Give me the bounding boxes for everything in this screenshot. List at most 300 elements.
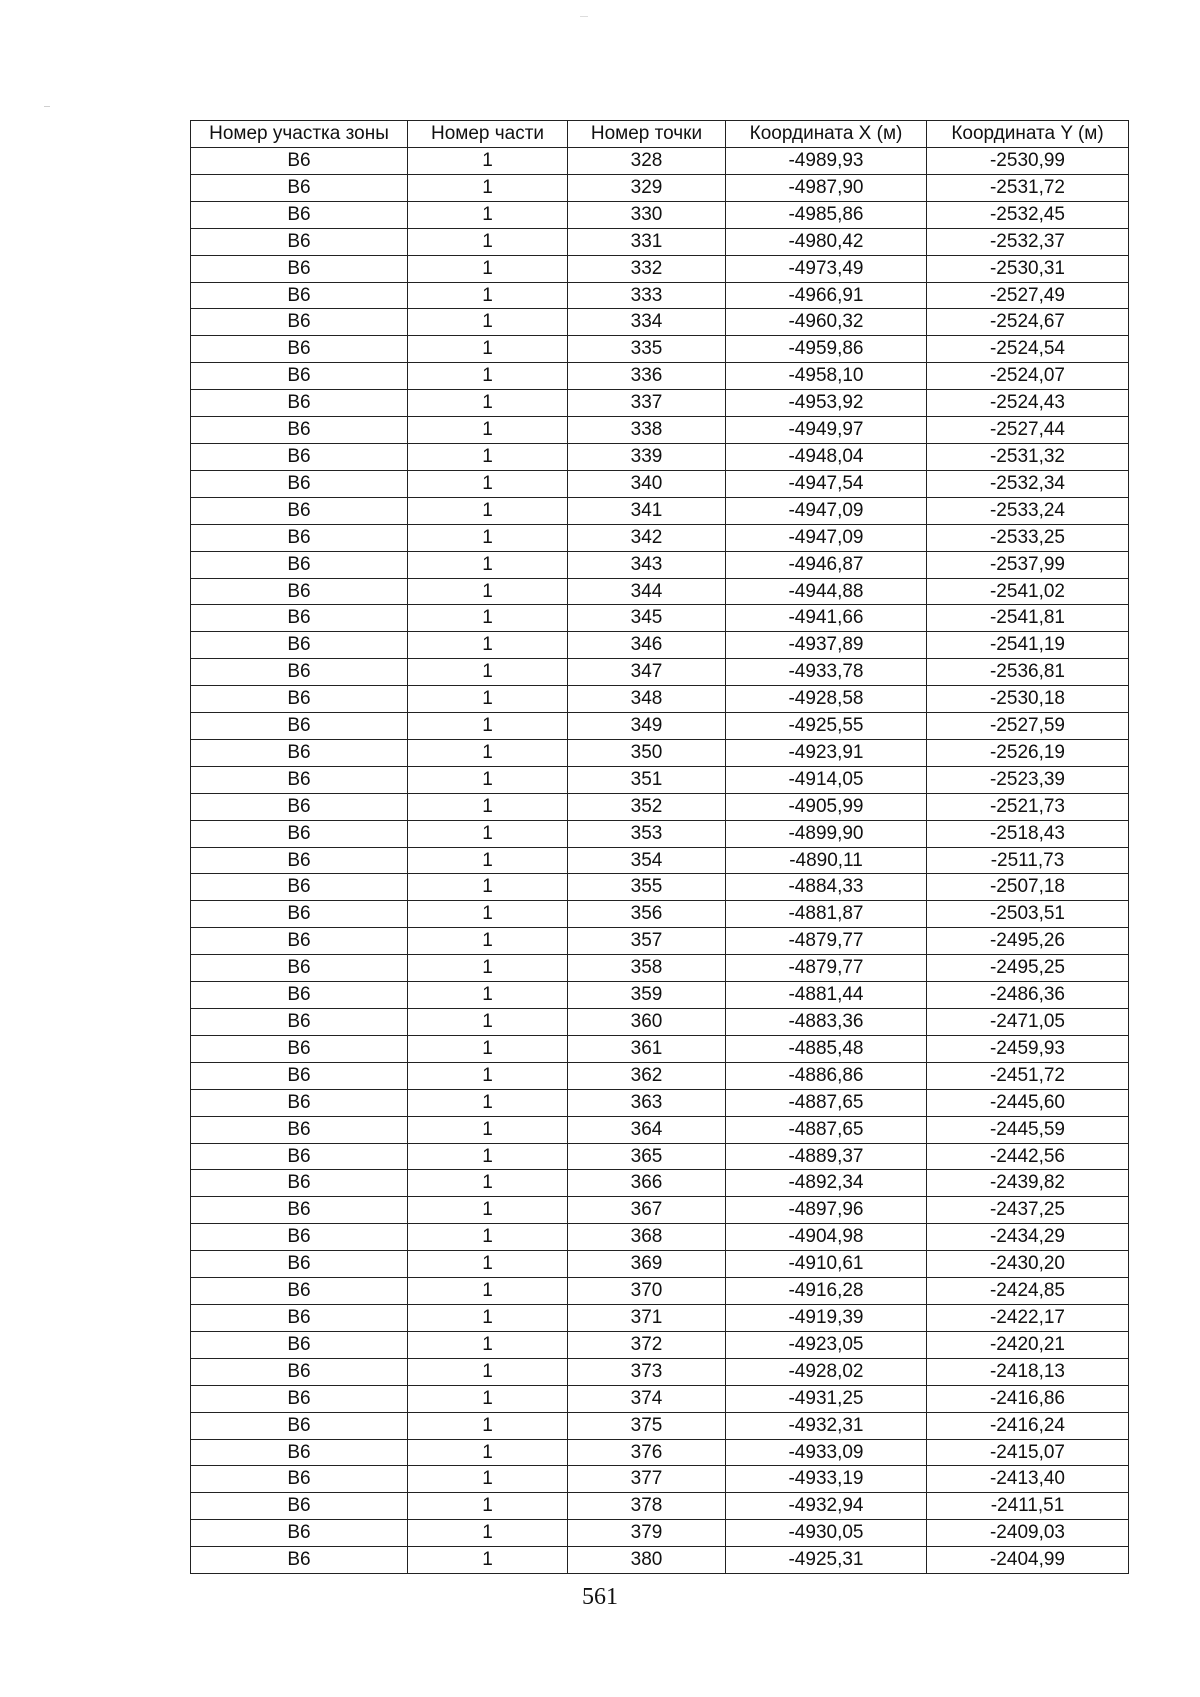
cell-zone-section: В6 [191,1089,408,1116]
cell-coordinate-y: -2524,43 [927,390,1129,417]
cell-point-number: 373 [568,1358,726,1385]
cell-coordinate-x: -4879,77 [726,955,927,982]
cell-part-number: 1 [408,820,568,847]
cell-zone-section: В6 [191,1062,408,1089]
cell-coordinate-x: -4959,86 [726,336,927,363]
cell-point-number: 338 [568,417,726,444]
cell-part-number: 1 [408,470,568,497]
table-row [191,1009,1129,1036]
cell-part-number: 1 [408,201,568,228]
cell-zone-section: В6 [191,1143,408,1170]
cell-zone-section: В6 [191,1224,408,1251]
table-row [191,551,1129,578]
cell-coordinate-y: -2411,51 [927,1493,1129,1520]
cell-point-number: 344 [568,578,726,605]
cell-part-number: 1 [408,1143,568,1170]
cell-zone-section: В6 [191,497,408,524]
cell-coordinate-x: -4928,58 [726,686,927,713]
cell-point-number: 368 [568,1224,726,1251]
cell-zone-section: В6 [191,443,408,470]
table-row [191,1035,1129,1062]
cell-part-number: 1 [408,336,568,363]
cell-point-number: 364 [568,1116,726,1143]
cell-coordinate-x: -4923,05 [726,1331,927,1358]
cell-part-number: 1 [408,1385,568,1412]
cell-zone-section: В6 [191,1035,408,1062]
cell-coordinate-x: -4980,42 [726,228,927,255]
cell-coordinate-y: -2495,26 [927,928,1129,955]
cell-part-number: 1 [408,1170,568,1197]
cell-coordinate-y: -2527,59 [927,713,1129,740]
cell-coordinate-y: -2471,05 [927,1009,1129,1036]
cell-point-number: 372 [568,1331,726,1358]
cell-zone-section: В6 [191,282,408,309]
cell-coordinate-y: -2532,45 [927,201,1129,228]
cell-part-number: 1 [408,713,568,740]
cell-coordinate-y: -2434,29 [927,1224,1129,1251]
table-row [191,417,1129,444]
cell-coordinate-y: -2418,13 [927,1358,1129,1385]
cell-part-number: 1 [408,1089,568,1116]
cell-zone-section: В6 [191,470,408,497]
cell-coordinate-y: -2424,85 [927,1278,1129,1305]
cell-coordinate-y: -2416,86 [927,1385,1129,1412]
table-row [191,632,1129,659]
cell-part-number: 1 [408,659,568,686]
cell-part-number: 1 [408,1035,568,1062]
cell-part-number: 1 [408,363,568,390]
cell-point-number: 377 [568,1466,726,1493]
cell-point-number: 343 [568,551,726,578]
cell-coordinate-x: -4892,34 [726,1170,927,1197]
cell-coordinate-y: -2511,73 [927,847,1129,874]
cell-point-number: 355 [568,874,726,901]
table-row [191,336,1129,363]
cell-point-number: 334 [568,309,726,336]
table-row [191,1331,1129,1358]
table-row [191,1089,1129,1116]
cell-part-number: 1 [408,1412,568,1439]
cell-coordinate-x: -4937,89 [726,632,927,659]
table-row [191,1547,1129,1574]
cell-part-number: 1 [408,524,568,551]
header-coordinate-x: Координата X (м) [726,121,927,148]
scan-artifact [44,106,50,107]
cell-coordinate-y: -2533,25 [927,524,1129,551]
cell-zone-section: В6 [191,1439,408,1466]
cell-point-number: 360 [568,1009,726,1036]
cell-coordinate-x: -4973,49 [726,255,927,282]
cell-zone-section: В6 [191,524,408,551]
cell-coordinate-y: -2445,60 [927,1089,1129,1116]
cell-point-number: 330 [568,201,726,228]
cell-zone-section: В6 [191,255,408,282]
cell-coordinate-y: -2527,49 [927,282,1129,309]
cell-zone-section: В6 [191,713,408,740]
cell-coordinate-x: -4889,37 [726,1143,927,1170]
cell-point-number: 358 [568,955,726,982]
coordinates-table-container [190,120,1128,1574]
cell-coordinate-y: -2531,72 [927,174,1129,201]
table-row [191,659,1129,686]
cell-part-number: 1 [408,1062,568,1089]
cell-coordinate-x: -4881,87 [726,901,927,928]
cell-point-number: 361 [568,1035,726,1062]
header-coordinate-y: Координата Y (м) [927,121,1129,148]
table-row [191,282,1129,309]
cell-zone-section: В6 [191,363,408,390]
cell-part-number: 1 [408,148,568,175]
table-row [191,1493,1129,1520]
cell-coordinate-y: -2530,18 [927,686,1129,713]
cell-coordinate-y: -2532,37 [927,228,1129,255]
cell-zone-section: В6 [191,1520,408,1547]
cell-coordinate-y: -2532,34 [927,470,1129,497]
cell-coordinate-x: -4933,09 [726,1439,927,1466]
cell-coordinate-y: -2533,24 [927,497,1129,524]
cell-point-number: 349 [568,713,726,740]
table-row [191,739,1129,766]
cell-point-number: 365 [568,1143,726,1170]
cell-zone-section: В6 [191,686,408,713]
cell-coordinate-y: -2521,73 [927,793,1129,820]
cell-coordinate-x: -4886,86 [726,1062,927,1089]
cell-coordinate-y: -2537,99 [927,551,1129,578]
cell-coordinate-x: -4884,33 [726,874,927,901]
cell-coordinate-y: -2415,07 [927,1439,1129,1466]
cell-part-number: 1 [408,847,568,874]
cell-coordinate-y: -2404,99 [927,1547,1129,1574]
cell-point-number: 363 [568,1089,726,1116]
cell-zone-section: В6 [191,309,408,336]
cell-part-number: 1 [408,901,568,928]
table-body [191,148,1129,1574]
cell-coordinate-y: -2486,36 [927,982,1129,1009]
cell-coordinate-y: -2451,72 [927,1062,1129,1089]
cell-coordinate-x: -4933,19 [726,1466,927,1493]
coordinates-table [190,120,1129,1574]
cell-part-number: 1 [408,1331,568,1358]
cell-zone-section: В6 [191,1304,408,1331]
cell-zone-section: В6 [191,1466,408,1493]
cell-coordinate-x: -4919,39 [726,1304,927,1331]
cell-zone-section: В6 [191,632,408,659]
page-number: 561 [582,1584,618,1610]
cell-part-number: 1 [408,497,568,524]
cell-point-number: 352 [568,793,726,820]
cell-coordinate-x: -4953,92 [726,390,927,417]
cell-coordinate-y: -2413,40 [927,1466,1129,1493]
cell-coordinate-x: -4879,77 [726,928,927,955]
table-row [191,497,1129,524]
cell-zone-section: В6 [191,1170,408,1197]
cell-part-number: 1 [408,1197,568,1224]
cell-coordinate-x: -4958,10 [726,363,927,390]
cell-coordinate-y: -2495,25 [927,955,1129,982]
table-row [191,524,1129,551]
cell-coordinate-x: -4985,86 [726,201,927,228]
cell-coordinate-x: -4932,94 [726,1493,927,1520]
cell-coordinate-x: -4897,96 [726,1197,927,1224]
cell-coordinate-x: -4949,97 [726,417,927,444]
table-row [191,766,1129,793]
table-header [191,121,1129,148]
cell-coordinate-x: -4931,25 [726,1385,927,1412]
table-row [191,255,1129,282]
cell-point-number: 354 [568,847,726,874]
cell-point-number: 340 [568,470,726,497]
table-row [191,1197,1129,1224]
cell-zone-section: В6 [191,659,408,686]
cell-point-number: 348 [568,686,726,713]
cell-coordinate-x: -4887,65 [726,1116,927,1143]
cell-coordinate-y: -2442,56 [927,1143,1129,1170]
cell-coordinate-x: -4948,04 [726,443,927,470]
table-row [191,605,1129,632]
cell-zone-section: В6 [191,1116,408,1143]
cell-point-number: 333 [568,282,726,309]
cell-part-number: 1 [408,686,568,713]
cell-coordinate-y: -2422,17 [927,1304,1129,1331]
cell-coordinate-x: -4904,98 [726,1224,927,1251]
table-row [191,686,1129,713]
cell-coordinate-y: -2531,32 [927,443,1129,470]
cell-part-number: 1 [408,1439,568,1466]
cell-zone-section: В6 [191,955,408,982]
cell-point-number: 374 [568,1385,726,1412]
cell-point-number: 331 [568,228,726,255]
cell-zone-section: В6 [191,228,408,255]
cell-part-number: 1 [408,390,568,417]
cell-part-number: 1 [408,632,568,659]
cell-coordinate-y: -2523,39 [927,766,1129,793]
cell-coordinate-y: -2437,25 [927,1197,1129,1224]
cell-point-number: 356 [568,901,726,928]
cell-coordinate-y: -2526,19 [927,739,1129,766]
cell-part-number: 1 [408,282,568,309]
table-row [191,1385,1129,1412]
cell-coordinate-y: -2541,02 [927,578,1129,605]
cell-part-number: 1 [408,1224,568,1251]
cell-part-number: 1 [408,1251,568,1278]
cell-part-number: 1 [408,1520,568,1547]
cell-point-number: 375 [568,1412,726,1439]
cell-coordinate-x: -4928,02 [726,1358,927,1385]
cell-part-number: 1 [408,1304,568,1331]
table-row [191,1304,1129,1331]
cell-point-number: 342 [568,524,726,551]
cell-coordinate-y: -2420,21 [927,1331,1129,1358]
cell-part-number: 1 [408,228,568,255]
cell-coordinate-y: -2536,81 [927,659,1129,686]
table-row [191,1520,1129,1547]
cell-part-number: 1 [408,551,568,578]
cell-coordinate-y: -2445,59 [927,1116,1129,1143]
cell-point-number: 329 [568,174,726,201]
cell-zone-section: В6 [191,793,408,820]
scan-artifact [580,16,588,17]
cell-zone-section: В6 [191,578,408,605]
cell-zone-section: В6 [191,928,408,955]
cell-part-number: 1 [408,1009,568,1036]
cell-point-number: 357 [568,928,726,955]
cell-part-number: 1 [408,928,568,955]
table-row [191,201,1129,228]
cell-zone-section: В6 [191,605,408,632]
cell-point-number: 339 [568,443,726,470]
cell-coordinate-x: -4885,48 [726,1035,927,1062]
cell-point-number: 332 [568,255,726,282]
table-row [191,148,1129,175]
cell-coordinate-x: -4923,91 [726,739,927,766]
cell-zone-section: В6 [191,148,408,175]
cell-coordinate-x: -4933,78 [726,659,927,686]
cell-coordinate-y: -2409,03 [927,1520,1129,1547]
cell-coordinate-y: -2507,18 [927,874,1129,901]
cell-coordinate-x: -4947,09 [726,524,927,551]
cell-coordinate-y: -2541,19 [927,632,1129,659]
cell-coordinate-x: -4905,99 [726,793,927,820]
cell-coordinate-y: -2530,99 [927,148,1129,175]
cell-part-number: 1 [408,578,568,605]
cell-coordinate-y: -2430,20 [927,1251,1129,1278]
cell-coordinate-x: -4890,11 [726,847,927,874]
cell-part-number: 1 [408,1278,568,1305]
header-point-number: Номер точки [568,121,726,148]
cell-point-number: 380 [568,1547,726,1574]
cell-coordinate-y: -2524,07 [927,363,1129,390]
table-row [191,1466,1129,1493]
cell-coordinate-x: -4887,65 [726,1089,927,1116]
cell-point-number: 336 [568,363,726,390]
cell-coordinate-y: -2518,43 [927,820,1129,847]
cell-zone-section: В6 [191,739,408,766]
cell-part-number: 1 [408,255,568,282]
table-row [191,1439,1129,1466]
cell-coordinate-x: -4916,28 [726,1278,927,1305]
cell-point-number: 370 [568,1278,726,1305]
table-row [191,847,1129,874]
cell-coordinate-x: -4925,55 [726,713,927,740]
table-row [191,793,1129,820]
table-row [191,443,1129,470]
cell-point-number: 345 [568,605,726,632]
cell-coordinate-x: -4989,93 [726,148,927,175]
cell-part-number: 1 [408,793,568,820]
table-row [191,874,1129,901]
table-row [191,982,1129,1009]
cell-part-number: 1 [408,1358,568,1385]
cell-zone-section: В6 [191,1278,408,1305]
cell-part-number: 1 [408,874,568,901]
cell-point-number: 369 [568,1251,726,1278]
table-row [191,901,1129,928]
table-row [191,174,1129,201]
header-zone-section-number: Номер участка зоны [191,121,408,148]
header-row [191,121,1129,148]
cell-coordinate-y: -2527,44 [927,417,1129,444]
cell-zone-section: В6 [191,1009,408,1036]
cell-point-number: 346 [568,632,726,659]
cell-coordinate-x: -4941,66 [726,605,927,632]
cell-zone-section: В6 [191,1251,408,1278]
cell-point-number: 371 [568,1304,726,1331]
cell-coordinate-y: -2503,51 [927,901,1129,928]
cell-coordinate-y: -2416,24 [927,1412,1129,1439]
table-row [191,820,1129,847]
table-row [191,928,1129,955]
cell-zone-section: В6 [191,551,408,578]
cell-point-number: 328 [568,148,726,175]
table-row [191,1062,1129,1089]
table-row [191,1143,1129,1170]
cell-point-number: 379 [568,1520,726,1547]
cell-zone-section: В6 [191,820,408,847]
table-row [191,1116,1129,1143]
table-row [191,713,1129,740]
table-row [191,228,1129,255]
table-row [191,470,1129,497]
cell-point-number: 341 [568,497,726,524]
cell-part-number: 1 [408,309,568,336]
cell-coordinate-x: -4883,36 [726,1009,927,1036]
cell-part-number: 1 [408,417,568,444]
cell-zone-section: В6 [191,982,408,1009]
cell-zone-section: В6 [191,1197,408,1224]
table-row [191,955,1129,982]
cell-point-number: 378 [568,1493,726,1520]
cell-coordinate-y: -2524,67 [927,309,1129,336]
cell-coordinate-x: -4910,61 [726,1251,927,1278]
table-row [191,1278,1129,1305]
cell-part-number: 1 [408,605,568,632]
cell-point-number: 337 [568,390,726,417]
cell-point-number: 367 [568,1197,726,1224]
table-row [191,1224,1129,1251]
cell-coordinate-y: -2524,54 [927,336,1129,363]
cell-part-number: 1 [408,766,568,793]
cell-part-number: 1 [408,739,568,766]
cell-coordinate-y: -2459,93 [927,1035,1129,1062]
table-row [191,363,1129,390]
cell-point-number: 351 [568,766,726,793]
cell-zone-section: В6 [191,1358,408,1385]
cell-coordinate-x: -4944,88 [726,578,927,605]
cell-part-number: 1 [408,1493,568,1520]
cell-part-number: 1 [408,982,568,1009]
cell-coordinate-x: -4932,31 [726,1412,927,1439]
cell-coordinate-y: -2439,82 [927,1170,1129,1197]
cell-zone-section: В6 [191,1385,408,1412]
cell-zone-section: В6 [191,901,408,928]
table-row [191,1358,1129,1385]
cell-coordinate-x: -4881,44 [726,982,927,1009]
cell-coordinate-x: -4947,09 [726,497,927,524]
cell-coordinate-x: -4914,05 [726,766,927,793]
cell-point-number: 335 [568,336,726,363]
cell-point-number: 359 [568,982,726,1009]
cell-point-number: 350 [568,739,726,766]
cell-coordinate-x: -4987,90 [726,174,927,201]
table-row [191,1412,1129,1439]
cell-zone-section: В6 [191,847,408,874]
cell-zone-section: В6 [191,1547,408,1574]
cell-zone-section: В6 [191,766,408,793]
cell-coordinate-x: -4966,91 [726,282,927,309]
cell-coordinate-x: -4946,87 [726,551,927,578]
cell-part-number: 1 [408,1116,568,1143]
cell-point-number: 366 [568,1170,726,1197]
